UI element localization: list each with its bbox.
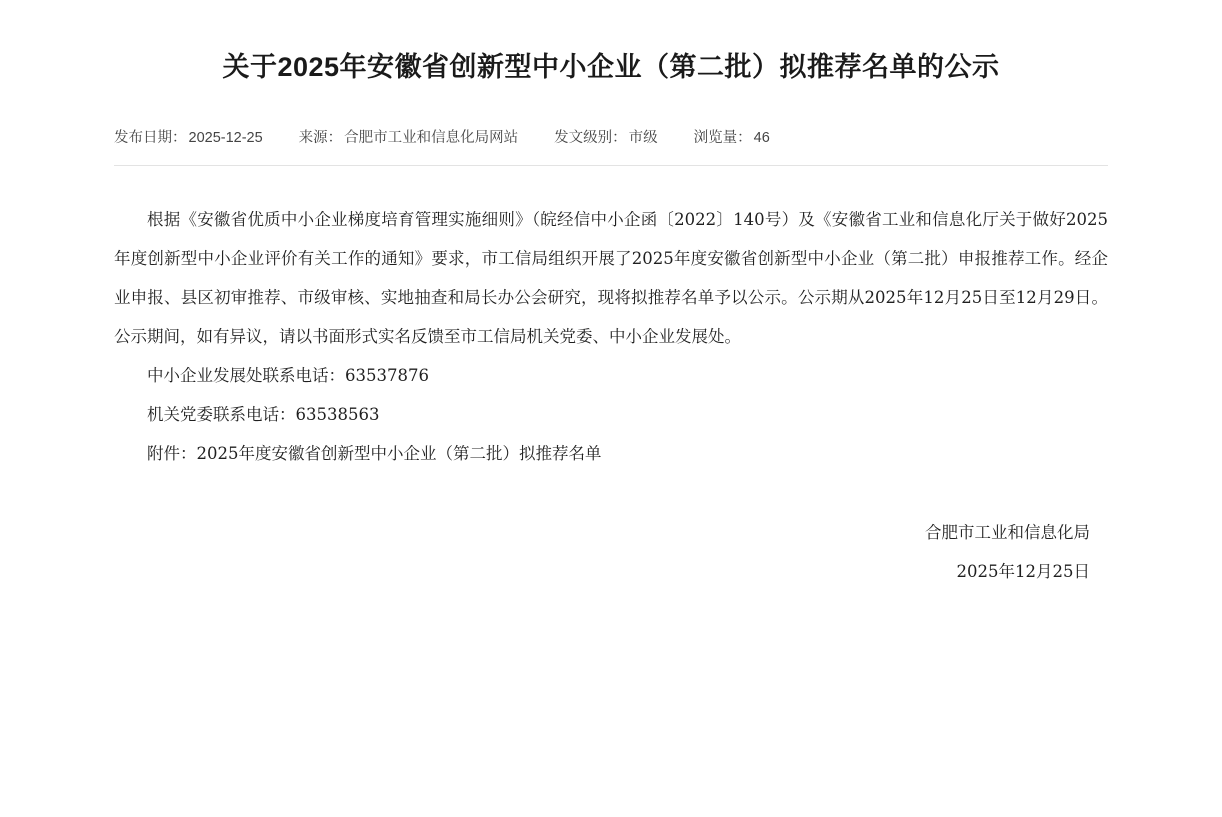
meta-level [554, 126, 658, 147]
attachment-line: 附件：2025年度安徽省创新型中小企业（第二批）拟推荐名单 [147, 444, 602, 463]
contact-line-2: 机关党委联系电话：63538563 [147, 405, 380, 424]
meta-level-value: 市级 [628, 130, 658, 146]
meta-source-value: 合肥市工业和信息化局网站 [344, 130, 519, 146]
meta-publish-date-value: 2025-12-25 [188, 130, 263, 146]
signature-date: 2025年12月25日 [956, 562, 1090, 581]
meta-views-value: 46 [753, 130, 770, 146]
meta-source [299, 126, 519, 147]
body-paragraph-1: 根据《安徽省优质中小企业梯度培育管理实施细则》（皖经信中小企函〔2022〕140号）及《安徽省工业和信息化厅关于做好2025年度创新型中小企业评价有关工作的通知》要求，市工信局组织开展了2025年度安徽省创新型中小企业（第二批）申报推荐工作。经企业申报、县区初审推荐、市级审核、实地抽查和局长办公会研究，现将拟推荐名单予以公示。公示期从2025年12月25日至12月29日。公示期间，如有异议，请以书面形式实名反馈至市工信局机关党委、中小企业发展处。 [114, 210, 1108, 346]
signature-block [114, 513, 1108, 591]
meta-views [694, 126, 770, 147]
meta-source-label: 来源： [298, 130, 343, 146]
meta-publish-date [114, 126, 263, 147]
article-body [114, 200, 1108, 473]
meta-views-label: 浏览量： [693, 130, 752, 146]
meta-publish-date-label: 发布日期： [114, 130, 187, 146]
article [114, 0, 1108, 591]
contact-line-1: 中小企业发展处联系电话：63537876 [147, 366, 429, 385]
meta-level-label: 发文级别： [554, 130, 627, 146]
page-title: 关于2025年安徽省创新型中小企业（第二批）拟推荐名单的公示 [222, 52, 1000, 82]
article-meta [114, 126, 1108, 166]
signature-organization: 合肥市工业和信息化局 [925, 523, 1090, 542]
